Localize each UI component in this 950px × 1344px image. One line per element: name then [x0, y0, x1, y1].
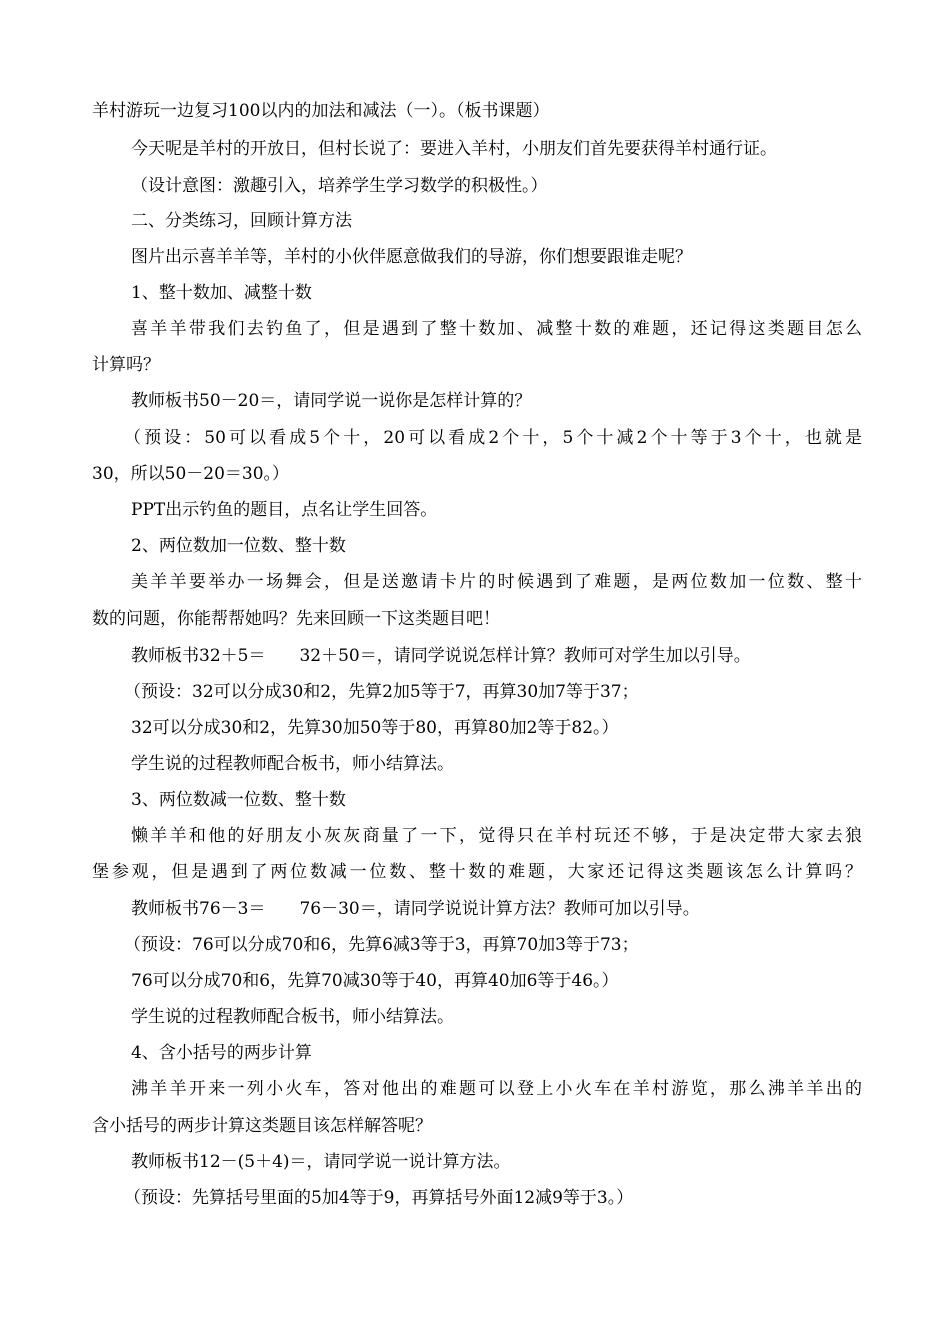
text-line: 教师板书12－(5＋4)＝，请同学说一说计算方法。 [131, 1152, 511, 1172]
text-line: 30，所以50－20＝30。） [92, 464, 290, 484]
text-line: 教师板书50－20＝，请同学说一说你是怎样计算的？ [131, 391, 532, 411]
text-line: 教师板书32＋5＝ 32＋50＝，请同学说说怎样计算？教师可对学生加以引导。 [131, 646, 751, 666]
text-line: 学生说的过程教师配合板书，师小结算法。 [131, 754, 454, 774]
text-line: 羊村游玩一边复习100以内的加法和减法（一）。（板书课题） [92, 101, 550, 121]
subsection-heading: 1、整十数加、减整十数 [131, 283, 312, 303]
text-line: （设计意图：激趣引入，培养学生学习数学的积极性。） [131, 176, 548, 196]
text-line: 数的问题，你能帮帮她吗？先来回顾一下这类题目吧！ [92, 609, 500, 629]
text-line: 32可以分成30和2，先算30加50等于80，再算80加2等于82。） [131, 718, 619, 738]
text-line: 堡参观，但是遇到了两位数减一位数、整十数的难题，大家还记得这类题该怎么计算吗？ [92, 862, 862, 882]
text-line: 76可以分成70和6，先算70减30等于40，再算40加6等于46。） [131, 971, 619, 991]
text-line: （预设：50可以看成5个十，20可以看成2个十，5个十减2个十等于3个十，也就是 [124, 428, 862, 448]
text-line: 计算吗？ [92, 355, 160, 375]
section-heading: 二、分类练习，回顾计算方法 [131, 211, 352, 231]
text-line: 含小括号的两步计算这类题目该怎样解答呢？ [92, 1116, 432, 1136]
text-line: （预设：先算括号里面的5加4等于9，再算括号外面12减9等于3。） [124, 1188, 634, 1208]
text-line: 美羊羊要举办一场舞会，但是送邀请卡片的时候遇到了难题，是两位数加一位数、整十 [131, 572, 862, 592]
text-line: 沸羊羊开来一列小火车，答对他出的难题可以登上小火车在羊村游览，那么沸羊羊出的 [131, 1079, 862, 1099]
text-line: 学生说的过程教师配合板书，师小结算法。 [131, 1007, 454, 1027]
text-line: （预设：32可以分成30和2，先算2加5等于7，再算30加7等于37； [124, 682, 639, 702]
text-line: 今天呢是羊村的开放日，但村长说了：要进入羊村，小朋友们首先要获得羊村通行证。 [131, 139, 777, 159]
text-line: 懒羊羊和他的好朋友小灰灰商量了一下，觉得只在羊村玩还不够，于是决定带大家去狼 [131, 826, 862, 846]
subsection-heading: 2、两位数加一位数、整十数 [131, 536, 346, 556]
text-line: PPT出示钓鱼的题目，点名让学生回答。 [131, 500, 438, 520]
text-line: 喜羊羊带我们去钓鱼了，但是遇到了整十数加、减整十数的难题，还记得这类题目怎么 [131, 319, 862, 339]
subsection-heading: 4、含小括号的两步计算 [131, 1043, 312, 1063]
text-line: 教师板书76－3＝ 76－30＝，请同学说说计算方法？教师可加以引导。 [131, 899, 700, 919]
text-line: 图片出示喜羊羊等，羊村的小伙伴愿意做我们的导游，你们想要跟谁走呢？ [131, 247, 692, 267]
subsection-heading: 3、两位数减一位数、整十数 [131, 790, 346, 810]
text-line: （预设：76可以分成70和6，先算6减3等于3，再算70加3等于73； [124, 935, 639, 955]
